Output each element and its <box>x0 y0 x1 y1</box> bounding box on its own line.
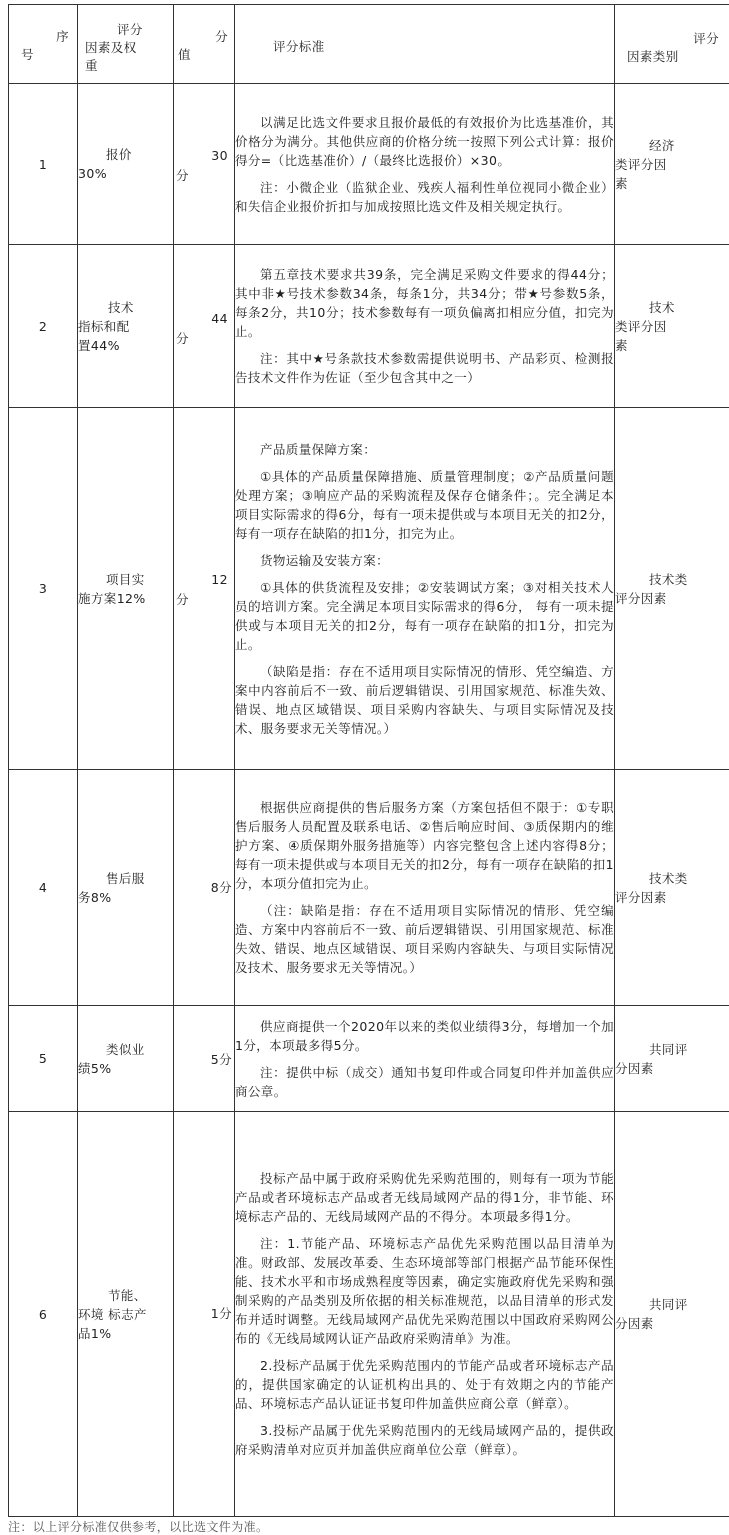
criteria-cell: 第五章技术要求共39条，完全满足采购文件要求的得44分；其中非★号技术参数34条，每条1分，共34分；带★号参数5条，每条2分，共10分；技术参数每有一项负偏离扣相应分值，扣完为止。 注：其中★号条款技术参数需提供说明书、产品彩页、检测报告技术文件作为佐证（至少包含其中之一） <box>235 245 615 408</box>
table-row <box>9 1006 729 1112</box>
factor-weight: 类似业 绩5% <box>78 1006 174 1112</box>
criteria-cell: 供应商提供一个2020年以来的类似业绩得3分，每增加一个加1分，本项最多得5分。 注：提供中标（成交）通知书复印件或合同复印件并加盖供应商公章。 <box>235 1006 615 1112</box>
category-cell: 技术类 评分因素 <box>615 408 729 770</box>
factor-weight: 售后服 务8% <box>78 770 174 1006</box>
category-cell: 技术类 评分因素 <box>615 770 729 1006</box>
category-cell: 技术 类评分因 素 <box>615 245 729 408</box>
header-criteria: 评分标准 <box>235 5 615 84</box>
table-row <box>9 1112 729 1517</box>
row-number: 5 <box>9 1006 78 1112</box>
criteria-cell: 投标产品中属于政府采购优先采购范围的，则每有一项为节能产品或者环境标志产品或者无线局域网产品的得1分，非节能、环境标志产品的、无线局域网产品的不得分。本项最多得1分。 注：1.节能产品、环境标志产品优先采购范围以品目清单为准。财政部、发展改革委、生态环境部等部门根据产品节能环保性能、技术水平和市场成熟程度等因素，确定实施政府优先采购和强制采购的产品类别及所依据的相关标准规范，以品目清单的形式发布并适时调整。无线局域网产品优先采购范围以中国政府采购网公布的《无线局域网认证产品政府采购清单》为准。 2.投标产品属于优先采购范围内的节能产品或者环境标志产品的，提供国家确定的认证机构出具的、处于有效期之内的节能产品、环境标志产品认证证书复印件加盖供应商公章（鲜章）。 3.投标产品属于优先采购范围内的无线局域网产品的，提供政府采购清单对应页并加盖供应商单位公章（鲜章）。 <box>235 1112 615 1517</box>
factor-weight: 节能、 环境 标志产 品1% <box>78 1112 174 1517</box>
header-seq: 序 号 <box>9 5 78 84</box>
table-row <box>9 84 729 245</box>
score-value: 30 分 <box>174 84 235 245</box>
criteria-cell: 根据供应商提供的售后服务方案（方案包括但不限于：①专职售后服务人员配置及联系电话、②售后响应时间、③质保期内的维护方案、④质保期外服务措施等）内容完整包含上述内容得8分；每有一项未提供或与本项目无关的扣2分，每有一项存在缺陷的扣1分，本项分值扣完为止。 （注：缺陷是指：存在不适用项目实际情况的情形、凭空编造、方案中内容前后不一致、前后逻辑错误、引用国家规范、标准失效、错误、地点区域错误、项目采购内容缺失、与项目实际情况及技术、服务要求无关等情况。） <box>235 770 615 1006</box>
factor-weight: 报价 30% <box>78 84 174 245</box>
row-number: 4 <box>9 770 78 1006</box>
score-value: 12 分 <box>174 408 235 770</box>
score-value: 8分 <box>174 770 235 1006</box>
header-value: 分 值 <box>174 5 235 84</box>
row-number: 3 <box>9 408 78 770</box>
score-value: 44 分 <box>174 245 235 408</box>
footnote: 注：以上评分标准仅供参考，以比选文件为准。 <box>8 1518 268 1535</box>
factor-weight: 技术 指标和配 置44% <box>78 245 174 408</box>
factor-weight: 项目实 施方案12% <box>78 408 174 770</box>
score-value: 5分 <box>174 1006 235 1112</box>
category-cell: 共同评 分因素 <box>615 1006 729 1112</box>
criteria-cell: 以满足比选文件要求且报价最低的有效报价为比选基准价，其价格分为满分。其他供应商的价格分统一按照下列公式计算：报价得分=（比选基准价）/（最终比选报价）×30。 注：小微企业（监狱企业、残疾人福利性单位视同小微企业）和失信企业报价折扣与加成按照比选文件及相关规定执行。 <box>235 84 615 245</box>
table-row <box>9 245 729 408</box>
score-value: 1分 <box>174 1112 235 1517</box>
header-factor: 评分 因素及权 重 <box>78 5 174 84</box>
row-number: 1 <box>9 84 78 245</box>
scoring-table <box>8 4 729 1517</box>
header-row <box>9 5 729 84</box>
row-number: 2 <box>9 245 78 408</box>
criteria-cell: 产品质量保障方案： ①具体的产品质量保障措施、质量管理制度；②产品质量问题处理方案；③响应产品的采购流程及保存仓储条件；。完全满足本项目实际需求的得6分，每有一项未提供或与本项目无关的扣2分，每有一项存在缺陷的扣1分，扣完为止。 货物运输及安装方案： ①具体的供货流程及安排；②安装调试方案；③对相关技术人员的培训方案。完全满足本项目实际需求的得6分， 每有一项未提供或与本项目无关的扣2分，每有一项存在缺陷的扣1分，扣完为止。 （缺陷是指：存在不适用项目实际情况的情形、凭空编造、方案中内容前后不一致、前后逻辑错误、引用国家规范、标准失效、错误、地点区域错误、项目采购内容缺失、与项目实际情况及技术、服务要求无关等情况。） <box>235 408 615 770</box>
row-number: 6 <box>9 1112 78 1517</box>
header-category: 评分 因素类别 <box>615 5 729 84</box>
category-cell: 经济 类评分因 素 <box>615 84 729 245</box>
table-row <box>9 408 729 770</box>
category-cell: 共同评 分因素 <box>615 1112 729 1517</box>
table-row <box>9 770 729 1006</box>
